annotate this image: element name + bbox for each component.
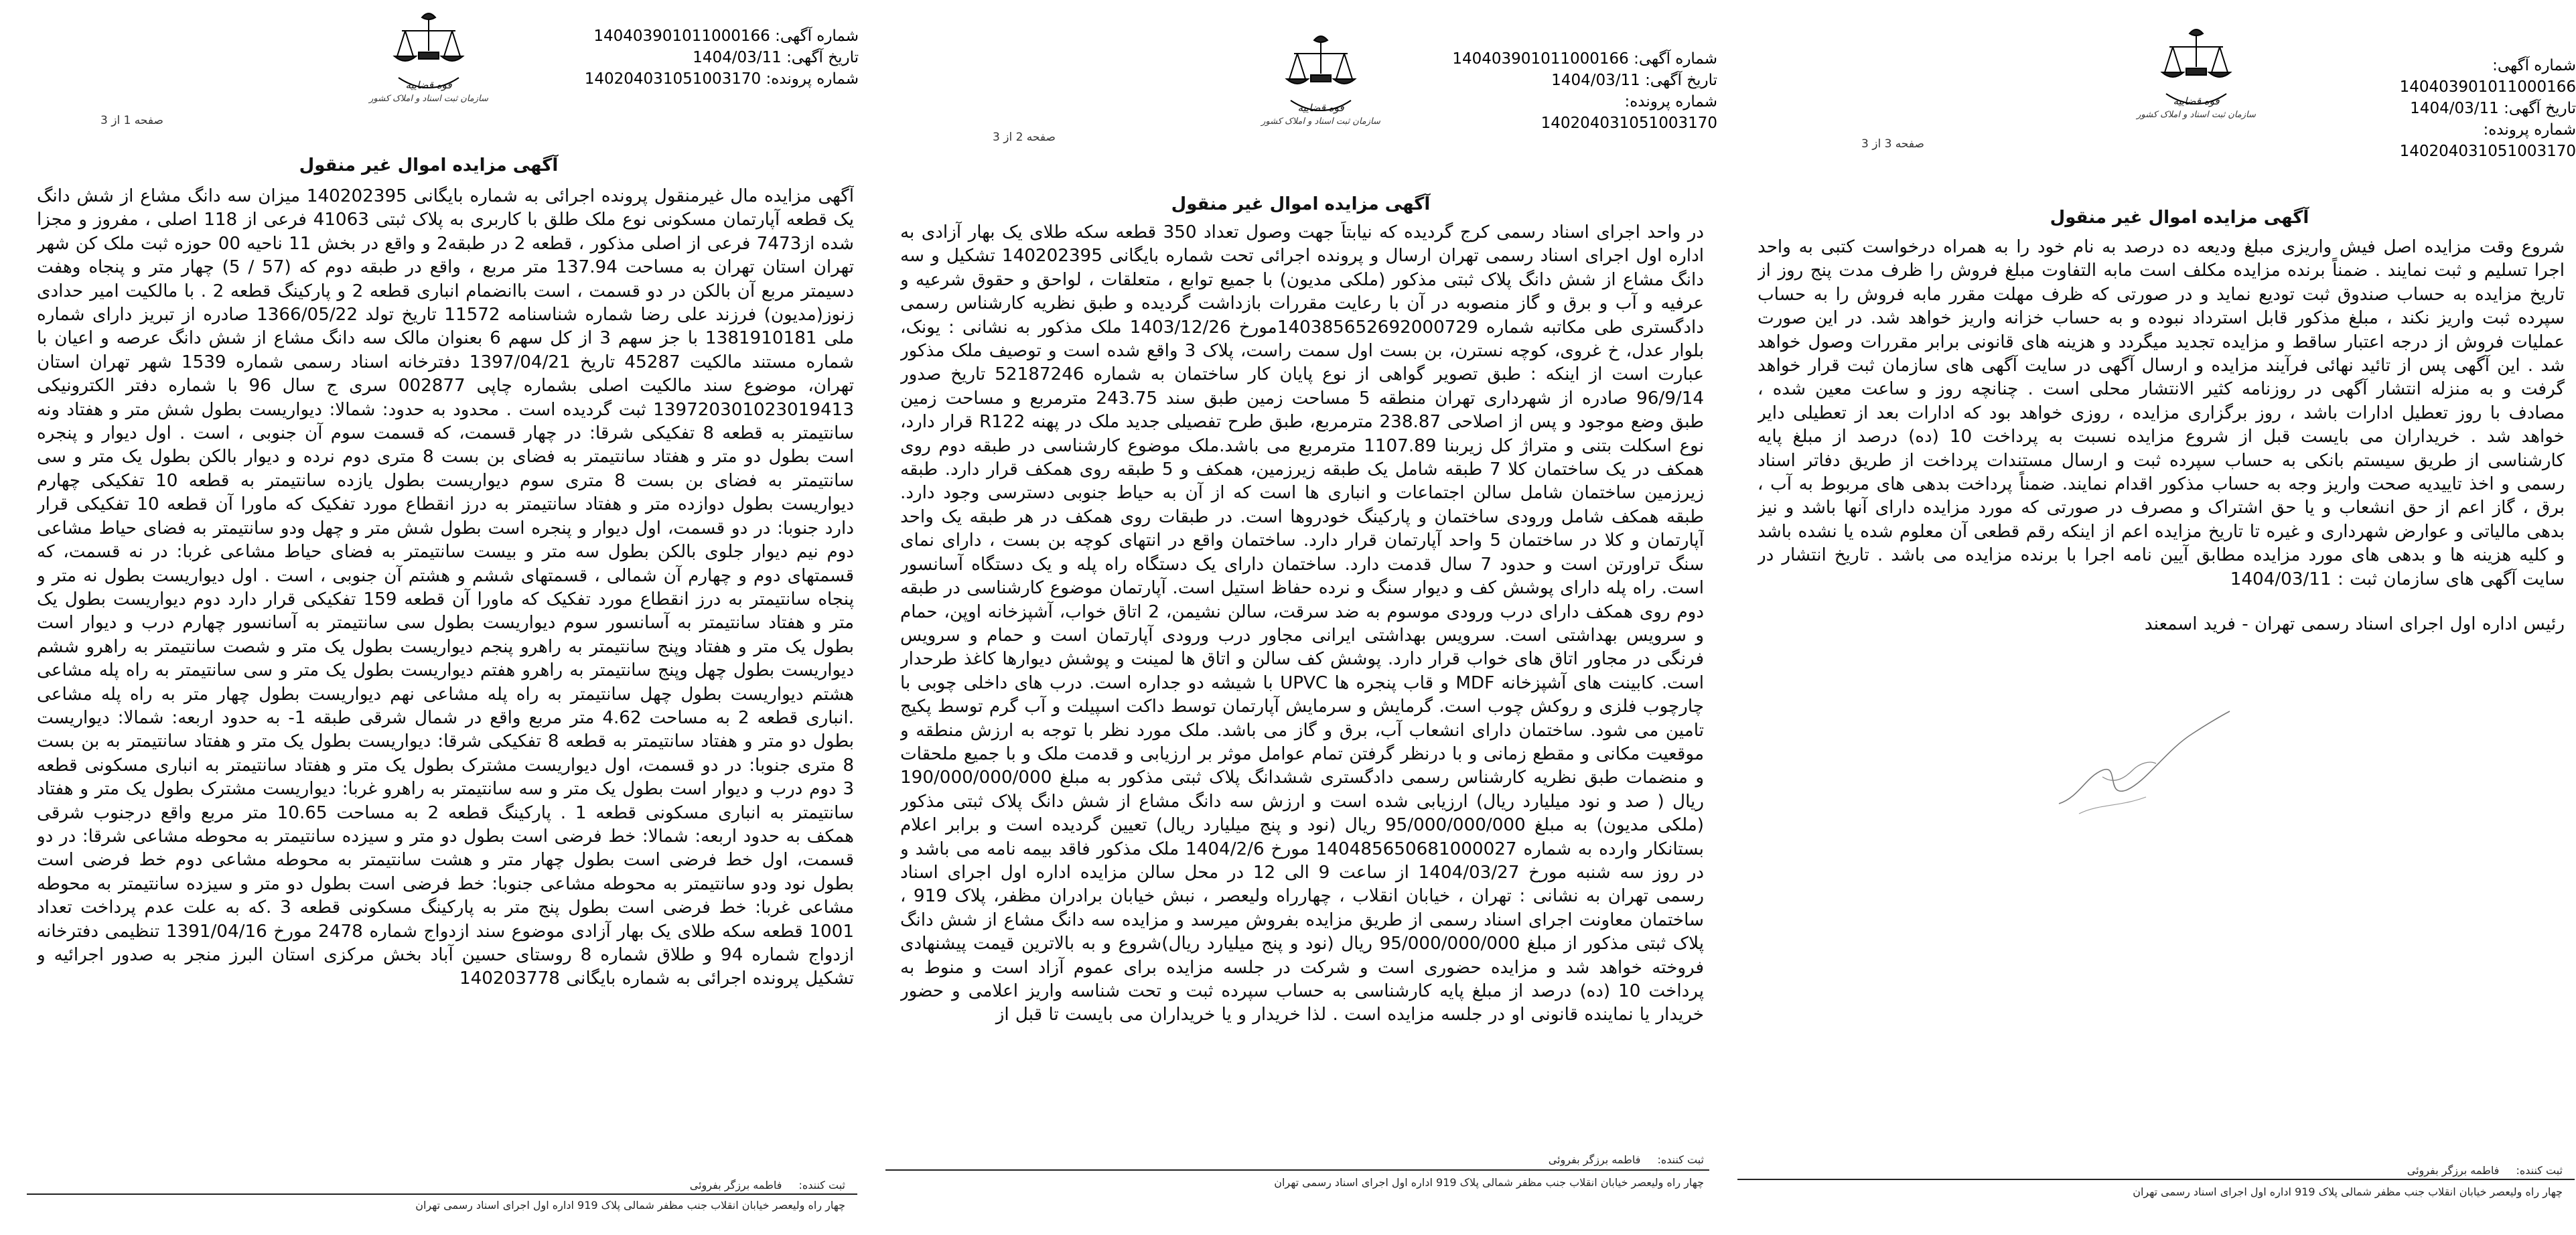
file-number: 140204031051003170 [584, 70, 762, 88]
notice-signatory: رئیس اداره اول اجرای اسناد رسمی تهران - فرید اسمعند [2144, 614, 2565, 634]
registrar-name: فاطمه برزگر بفروئی [1548, 1153, 1641, 1166]
page-number: صفحه 3 از 3 [1861, 137, 1924, 151]
notice-number: 140403901011000166 [1452, 50, 1629, 68]
notice-meta [1448, 48, 1717, 134]
notice-date-label: تاریخ آگهی: [2504, 100, 2576, 117]
file-number-label: شماره پرونده: [766, 70, 859, 88]
emblem-org: سازمان ثبت اسناد و املاک کشور [1261, 117, 1380, 127]
notice-date: 1404/03/11 [1551, 72, 1640, 89]
footer-divider [885, 1169, 1709, 1171]
registrar [1549, 1153, 1704, 1166]
notice-body [37, 185, 854, 1172]
notice-title: آگهی مزایده اموال غیر منقول [2050, 208, 2309, 228]
emblem-caption: قوه قضاییه [405, 79, 452, 91]
footer-address: چهار راه ولیعصر خیابان انقلاب جنب مظفر شمالی پلاک 919 اداره اول اجرای اسناد رسمی تهران [415, 1199, 845, 1212]
notice-date-label: تاریخ آگهی: [1645, 72, 1717, 89]
footer-address: چهار راه ولیعصر خیابان انقلاب جنب مظفر شمالی پلاک 919 اداره اول اجرای اسناد رسمی تهران [2133, 1185, 2563, 1198]
file-number: 140204031051003170 [1541, 115, 1717, 132]
notice-date: 1404/03/11 [693, 49, 782, 66]
emblem-caption: قوه قضاییه [2173, 95, 2220, 107]
notice-number: 140403901011000166 [2399, 78, 2576, 96]
notice-title: آگهی مزایده اموال غیر منقول [299, 155, 559, 175]
notice-number-label: شماره آگهی: [775, 27, 859, 45]
notice-body [1758, 236, 2565, 611]
emblem-org: سازمان ثبت اسناد و املاک کشور [2137, 110, 2256, 120]
notice-number: 140403901011000166 [593, 27, 770, 45]
notice-page-2 [859, 0, 1717, 1235]
page-number: صفحه 2 از 3 [993, 131, 1056, 144]
notice-meta [2320, 55, 2576, 162]
registrar [2407, 1164, 2563, 1177]
file-number-label: شماره پرونده: [2483, 121, 2576, 139]
emblem-caption: قوه قضاییه [1297, 102, 1344, 114]
notice-body-text: در واحد اجرای اسناد رسمی کرج گردیده که نیابتاً جهت وصول تعداد 350 قطعه سکه طلای یک بهار آزادی به اداره اول اجرای اسناد رسمی تهران ارسال و پرونده اجرائی تحت شماره بایگانی 140202395 تشکیل و سه دانگ مشاع از شش دانگ پلاک ثبتی مذکور (ملکی مدیون) با جمیع توابع ، متعلقات ، لواحق و حقوق شرعیه و عرفیه و آب و برق و گاز منصوبه در آن با رعایت مقررات بازداشت گردیده و طبق نظریه کارشناس رسمی دادگستری طی مکاتبه شماره 140385652692000729مورخ 1403/12/26 ملک مذکور به نشانی : یونک، بلوار عدل، خ غروی، کوچه نسترن، بن بست اول سمت راست، پلاک 3 واقع شده است و توصیف ملک مذکور عبارت است از اینکه : طبق تصویر گواهی از نوع پایان کار ساختمان به شماره 52187246 تاریخ صدور 96/9/14 صادره از شهرداری تهران منطقه 5 مساحت زمین طبق سند 243.75 مترمربع و مساحت زمین طبق وضع موجود و پس از اصلاحی 238.87 مترمربع، طبق طرح تفصیلی جدید ملک در پهنه R122 قرار دارد، نوع اسکلت بتنی و متراژ کل زیربنا 1107.89 مترمربع می باشد.ملک موضوع کارشناسی در طبقه دوم روی همکف در یک ساختمان کلا 7 طبقه شامل یک طبقه زیرزمین، همکف و 5 طبقه روی همکف قرار دارد. طبقه زیرزمین ساختمان شامل سالن اجتماعات و انباری ها است که از آن به حیاط جنوبی دسترسی وجود دارد. طبقه همکف شامل ورودی ساختمان و پارکینگ خودروها است. در طبقات روی همکف در هر طبقه یک واحد آپارتمان و کلا در ساختمان 5 واحد آپارتمان قرار دارد. ساختمان واقع در انتهای کوچه بن بست ، دارای نمای سنگ تراورتن است و حدود 7 سال قدمت دارد. ساختمان دارای یک دستگاه راه پله و یک دستگاه آسانسور است. راه پله دارای پوشش کف و دیوار سنگ و نرده حفاظ استیل است. آپارتمان موضوع کارشناسی در طبقه دوم روی همکف دارای درب ورودی موسوم به ضد سرقت، سالن نشیمن، 2 اتاق خواب، آشپزخانه اوپن، حمام و سرویس بهداشتی است. سرویس بهداشتی ایرانی مجاور درب ورودی آپارتمان است و حمام و سرویس فرنگی در مجاور اتاق های خواب قرار دارد. پوشش کف سالن و اتاق ها لمینت و پوشش دیوارها کاغذ طرحدار است. کابینت های آشپزخانه MDF و قاب پنجره ها UPVC با شیشه دو جداره است. درب های داخلی چوبی با چارچوب فلزی و روکش چوب است. گرمایش و سرمایش آپارتمان توسط داکت اسپیلت و آب گرم توسط پکیج تامین می شود. ساختمان دارای انشعاب آب، برق و گاز می باشد. ملک مورد نظر با توجه به ارزش منطقه و موقعیت مکانی و مقطع زمانی و با درنظر گرفتن تمام عوامل موثر بر ارزیابی و قدمت ملک و با جمیع ملحقات و منضمات طبق نظریه کارشناس رسمی دادگستری ششدانگ پلاک ثبتی مذکور به مبلغ 190/000/000/000 ریال ( صد و نود میلیارد ریال) ارزیابی شده است و ارزش سه دانگ مشاع از شش دانگ پلاک ثبتی مذکور (ملکی مدیون) به مبلغ 95/000/000/000 ریال (نود و پنج میلیارد ریال) تعیین گردیده است و برابر اعلام بستانکار وارده به شماره 140485650681000027 مورخ 1404/2/6 ملک مذکور فاقد بیمه نامه می باشد و در روز سه شنبه مورخ 1404/03/27 از ساعت 9 الی 12 در محل سالن مزایده اداره اول اجرای اسناد رسمی تهران به نشانی : تهران ، خیابان انقلاب ، چهارراه ولیعصر ، نبش خیابان برادران مظفر، پلاک 919 ، ساختمان معاونت اجرای اسناد رسمی از طریق مزایده بفروش میرسد و مزایده سه دانگ مشاع از شش دانگ پلاک ثبتی مذکور از مبلغ 95/000/000/000 ریال (نود و پنج میلیارد ریال)شروع و به بالاترین قیمت پیشنهادی فروخته خواهد شد و مزایده حضوری است و شرکت در جلسه مزایده برای عموم آزاد است و منوط به پرداخت 10 (ده) درصد از مبلغ پایه کارشناسی به حساب سپرده ثبت و تحت شناسه واریز اعلامی و حضور خریدار یا نماینده قانونی او در جلسه مزایده است . لذا خریدار و یا خریداران می بایست تا قبل از [900, 222, 1704, 1025]
registrar-label: ثبت کننده: [2516, 1164, 2563, 1177]
notice-page-1 [0, 0, 859, 1235]
registrar-name: فاطمه برزگر بفروئی [2407, 1164, 2500, 1177]
footer-divider [27, 1193, 857, 1195]
footer-address: چهار راه ولیعصر خیابان انقلاب جنب مظفر شمالی پلاک 919 اداره اول اجرای اسناد رسمی تهران [1274, 1176, 1704, 1189]
notice-meta [509, 25, 859, 90]
registrar-label: ثبت کننده: [798, 1179, 845, 1191]
registrar-name: فاطمه برزگر بفروئی [689, 1179, 782, 1191]
notice-body-text: آگهی مزایده مال غیرمنقول پرونده اجرائی به شماره بایگانی 140202395 میزان سه دانگ مشاع از شش دانگ یک قطعه آپارتمان مسکونی نوع ملک طلق با کاربری به پلاک ثبتی 41063 فرعی از 118 اصلی ، مفروز و مجزا شده از7473 فرعی از اصلی مذکور ، قطعه 2 در طبقه2 و واقع در بخش 11 ناحیه 00 حوزه ثبت ملک کن شهر تهران استان تهران به مساحت 137.94 متر مربع ، واقع در طبقه دوم که (57 / 5) چهار متر و پنجاه وهفت دسیمتر مربع آن بالکن در دو قسمت ، است باانضمام انباری قطعه 2 و پارکینگ قطعه 2 . با مالکیت امیر حدادی زنوز(مدیون) فرزند علی رضا شماره شناسنامه 11572 تاریخ تولد 1366/05/22 صادره از تبریز دارای شماره ملی 1381910181 با جز سهم 3 از کل سهم 6 بعنوان مالک سه دانگ مشاع از شش دانگ عرصه و اعیان با شماره مستند مالکیت 45287 تاریخ 1397/04/21 دفترخانه اسناد رسمی شماره 1539 شهر تهران استان تهران، موضوع سند مالکیت اصلی بشماره چاپی 002877 سری ج سال 96 با شماره دفتر الکترونیکی 139720301023019413 ثبت گردیده است . محدود به حدود: شمالا: دیواریست بطول شش متر و هفتاد ونه سانتیمتر به قطعه 8 تفکیکی شرقا: در چهار قسمت، که قسمت سوم آن جنوبی ، است . اول دیوار و پنجره است بطول دو متر و هفتاد سانتیمتر به فضای بن بست 8 متری دوم نرده و دیوار بالکن بطول یک متر و سی سانتیمتر به فضای بن بست 8 متری سوم دیواریست بطول یازده سانتیمتر به قطعه 10 تفکیکی چهارم دیواریست بطول دوازده متر و هفتاد سانتیمتر به درز انقطاع مورد تفکیک که ماورا آن قطعه 10 تفکیکی قرار دارد جنوبا: در دو قسمت، اول دیوار و پنجره است بطول شش متر و چهل ودو سانتیمتر به فضای حیاط مشاعی دوم نیم دیوار جلوی بالکن بطول سه متر و بیست سانتیمتر به فضای حیاط مشاعی غربا: در نه قسمت، که قسمتهای دوم و چهارم آن شمالی ، قسمتهای ششم و هشتم آن جنوبی ، است . اول دیواریست بطول نه متر و پنجاه سانتیمتر به درز انقطاع مورد تفکیک که ماورا آن قطعه 159 تفکیکی قرار دارد دوم دیواریست بطول یک متر و هفتاد سانتیمتر به آسانسور سوم دیواریست بطول سی سانتیمتر به آسانسور چهارم درب و دیوار است بطول یک متر و هفتاد وپنج سانتیمتر به راهرو پنجم دیواریست بطول یک متر و شصت سانتیمتر به راهرو ششم دیواریست بطول چهل وپنج سانتیمتر به راهرو هفتم دیواریست بطول یک متر و سی سانتیمتر به راه پله مشاعی هشتم دیواریست بطول چهل سانتیمتر به راه پله مشاعی نهم دیواریست بطول چهار متر به راه پله مشاعی .انباری قطعه 2 به مساحت 4.62 متر مربع واقع در شمال شرقی طبقه 1- به حدود اربعه: شمالا: دیواریست بطول دو متر و هفتاد سانتیمتر به قطعه 8 تفکیکی شرقا: دیواریست بطول یک متر و هفتاد سانتیمتر به بن بست 8 متری جنوبا: در دو قسمت، اول دیواریست مشترک بطول یک متر و هفتاد سانتیمتر به انباری مسکونی قطعه 3 دوم درب و دیوار است بطول یک متر و سه سانتیمتر به راهرو غربا: دیواریست مشترک بطول یک متر و هفتاد سانتیمتر به انباری مسکونی قطعه 1 . پارکینگ قطعه 2 به مساحت 10.65 متر مربع واقع درجنوب شرقی همکف به حدود اربعه: شمالا: خط فرضی است بطول دو متر و سیزده سانتیمتر به محوطه مشاعی شرقا: در دو قسمت، اول خط فرضی است بطول چهار متر و هشت سانتیمتر به محوطه مشاعی دوم خط فرضی است بطول نود ودو سانتیمتر به محوطه مشاعی جنوبا: خط فرضی است بطول دو متر و سیزده سانتیمتر به محوطه مشاعی غربا: خط فرضی است بطول پنج متر به پارکینگ مسکونی قطعه 3 .که به علت عدم پرداخت تعداد 1001 قطعه سکه طلای یک بهار آزادی موضوع سند ازدواج شماره 2478 مورخ 1391/04/16 تنظیمی دفترخانه ازدواج شماره 94 و طلاق شماره 8 روستای حسین آباد بخش مرکزی استان البرز منجر به صدور اجرائیه و تشکیل پرونده اجرائی به شماره بایگانی 140203778 [37, 186, 854, 989]
notice-page-3 [1717, 0, 2576, 1235]
registrar-label: ثبت کننده: [1657, 1153, 1704, 1166]
registrar [690, 1179, 845, 1191]
handwritten-signature-icon [2039, 697, 2240, 824]
emblem-org: سازمان ثبت اسناد و املاک کشور [369, 94, 488, 104]
notice-date: 1404/03/11 [2410, 100, 2499, 117]
notice-date-label: تاریخ آگهی: [786, 49, 859, 66]
file-number-label: شماره پرونده: [1624, 93, 1717, 111]
notice-body [900, 221, 1704, 1172]
notice-number-label: شماره آگهی: [1634, 50, 1717, 68]
footer-divider [1737, 1179, 2575, 1180]
notice-title: آگهی مزایده اموال غیر منقول [1171, 194, 1431, 214]
notice-number-label: شماره آگهی: [2492, 57, 2576, 74]
notice-body-text: شروع وقت مزایده اصل فیش واریزی مبلغ ودیعه ده درصد به نام خود را به همراه درخواست کتبی به واحد اجرا تسلیم و ثبت نمایند . ضمناً برنده مزایده مکلف است مابه التفاوت مبلغ فروش را ظرف مدت پنج روز از تاریخ مزایده به حساب صندوق ثبت تودیع نماید و در صورتی که ظرف مهلت مقرر مابه فروش را به حساب سپرده ثبت واریز نکند ، مبلغ مذکور قابل استرداد نبوده و به حساب خزانه واریز خواهد شد. در این صورت عملیات فروش از درجه اعتبار ساقط و مزایده تجدید میگردد و هزینه های قانونی برابر مقررات وصول خواهد شد . این آگهی پس از تائید نهائی فرآیند مزایده و ارسال آگهی در سایت آگهی های سازمان ثبت قرار خواهد گرفت و به منزله انتشار آگهی در روزنامه کثیر الانتشار محلی است . چنانچه روز و ساعت معین شده ، مصادف با روز تعطیل ادارات باشد ، روز برگزاری مزایده ، روزی خواهد بود که ادارات بعد از تعطیلی دایر خواهد شد . خریداران می بایست قبل از شروع مزایده نسبت به پرداخت 10 (ده) درصد از مبلغ پایه کارشناسی از طریق سیستم بانکی به حساب سپرده ثبت و ارسال مستندات پرداخت از طریق دفاتر اسناد رسمی و اخذ تاییدیه صحت واریز وجه به حساب مذکور اقدام نمایند. ضمناً پرداخت بدهی های مربوط به آب ، برق ، گاز اعم از حق انشعاب و یا حق اشتراک و مصرف در صورتی که مورد مزایده دارای آنها باشد و نیز بدهی مالیاتی و عوارض شهرداری و غیره تا تاریخ مزایده اعم از اینکه رقم قطعی آن معلوم شده یا نشده باشد و کلیه هزینه ها و بدهی های مورد مزایده مطابق آیین نامه اجرا با برنده مزایده می باشد . تاریخ انتشار در سایت آگهی های سازمان ثبت : 1404/03/11 [1758, 237, 2565, 589]
file-number: 140204031051003170 [2399, 143, 2576, 160]
page-number: صفحه 1 از 3 [100, 114, 163, 127]
